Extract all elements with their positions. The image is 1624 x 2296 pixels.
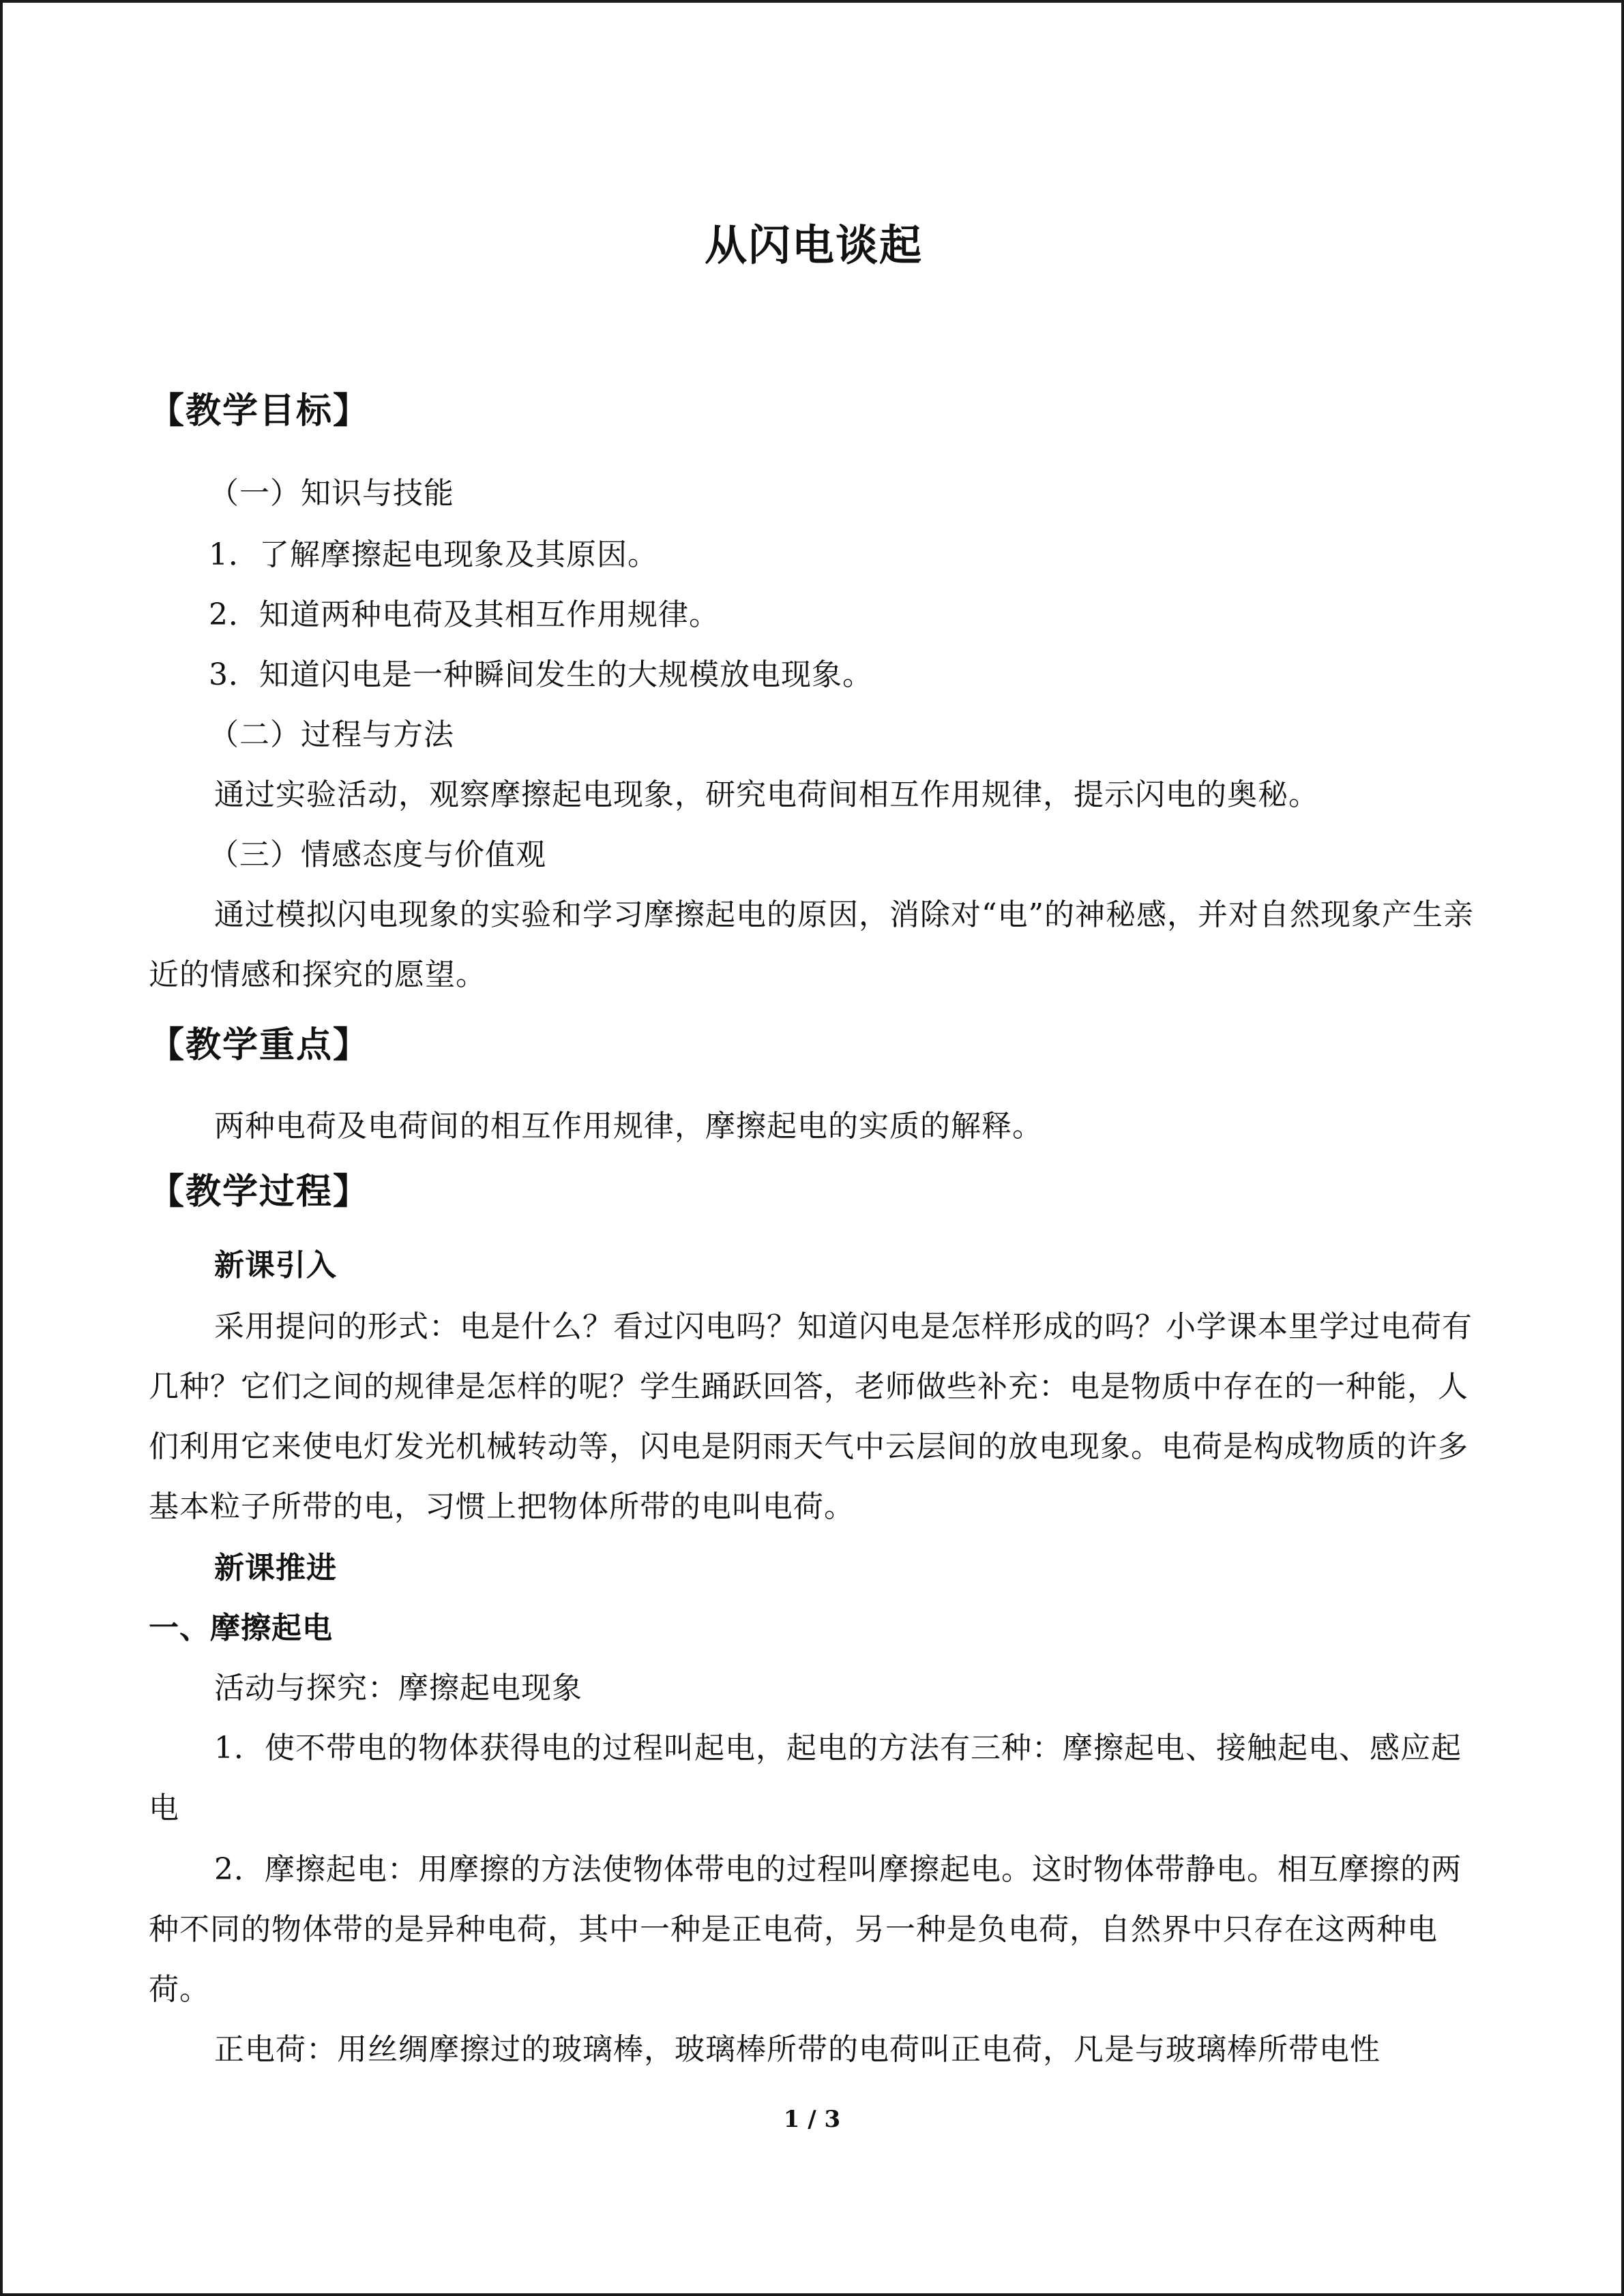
key-points-text: 两种电荷及电荷间的相互作用规律，摩擦起电的实质的解释。 (214, 1109, 1043, 1144)
goal3-label: （三）情感态度与价值观 (209, 837, 546, 872)
goal1-label: （一）知识与技能 (209, 476, 454, 511)
page-number: 1 / 3 (783, 2106, 841, 2133)
goal2-label: （二）过程与方法 (209, 717, 454, 752)
goal1-item1: 1．了解摩擦起电现象及其原因。 (209, 537, 658, 572)
positive-charge-text: 正电荷：用丝绸摩擦过的玻璃棒，玻璃棒所带的电荷叫正电荷，凡是与玻璃棒所带电性 (214, 2032, 1381, 2067)
key-points-heading: 【教学重点】 (149, 1024, 370, 1066)
point1-text: 1．使不带电的物体获得电的过程叫起电，起电的方法有三种：摩擦起电、接触起电、感应起电 (149, 1731, 1462, 1825)
goal3-text: 通过模拟闪电现象的实验和学习摩擦起电的原因，消除对“电”的神秘感，并对自然现象产生亲近的情感和探究的愿望。 (149, 897, 1474, 992)
page-title: 从闪电谈起 (704, 220, 923, 270)
teaching-goals-heading: 【教学目标】 (149, 390, 370, 432)
teaching-process-heading: 【教学过程】 (149, 1171, 370, 1212)
point2-text: 2．摩擦起电：用摩擦的方法使物体带电的过程叫摩擦起电。这时物体带静电。相互摩擦的两种不同的物体带的是异种电荷，其中一种是正电荷，另一种是负电荷，自然界中只存在这两种电荷。 (149, 1852, 1462, 2007)
part1-heading: 一、摩擦起电 (149, 1611, 333, 1645)
advance-label: 新课推进 (214, 1551, 337, 1585)
goal1-item3: 3．知道闪电是一种瞬间发生的大规模放电现象。 (209, 657, 873, 692)
intro-label: 新课引入 (214, 1248, 337, 1283)
goal2-text: 通过实验活动，观察摩擦起电现象，研究电荷间相互作用规律，提示闪电的奥秘。 (214, 777, 1319, 812)
activity-text: 活动与探究：摩擦起电现象 (214, 1671, 582, 1705)
intro-text: 采用提问的形式：电是什么？看过闪电吗？知道闪电是怎样形成的吗？小学课本里学过电荷有几种？它们之间的规律是怎样的呢？学生踊跃回答，老师做些补充：电是物质中存在的一种能，人们利用它来使电灯发光机械转动等，闪电是阴雨天气中云层间的放电现象。电荷是构成物质的许多基本粒子所带的电，习惯上把物体所带的电叫电荷。 (149, 1309, 1473, 1524)
goal1-item2: 2．知道两种电荷及其相互作用规律。 (209, 597, 720, 632)
